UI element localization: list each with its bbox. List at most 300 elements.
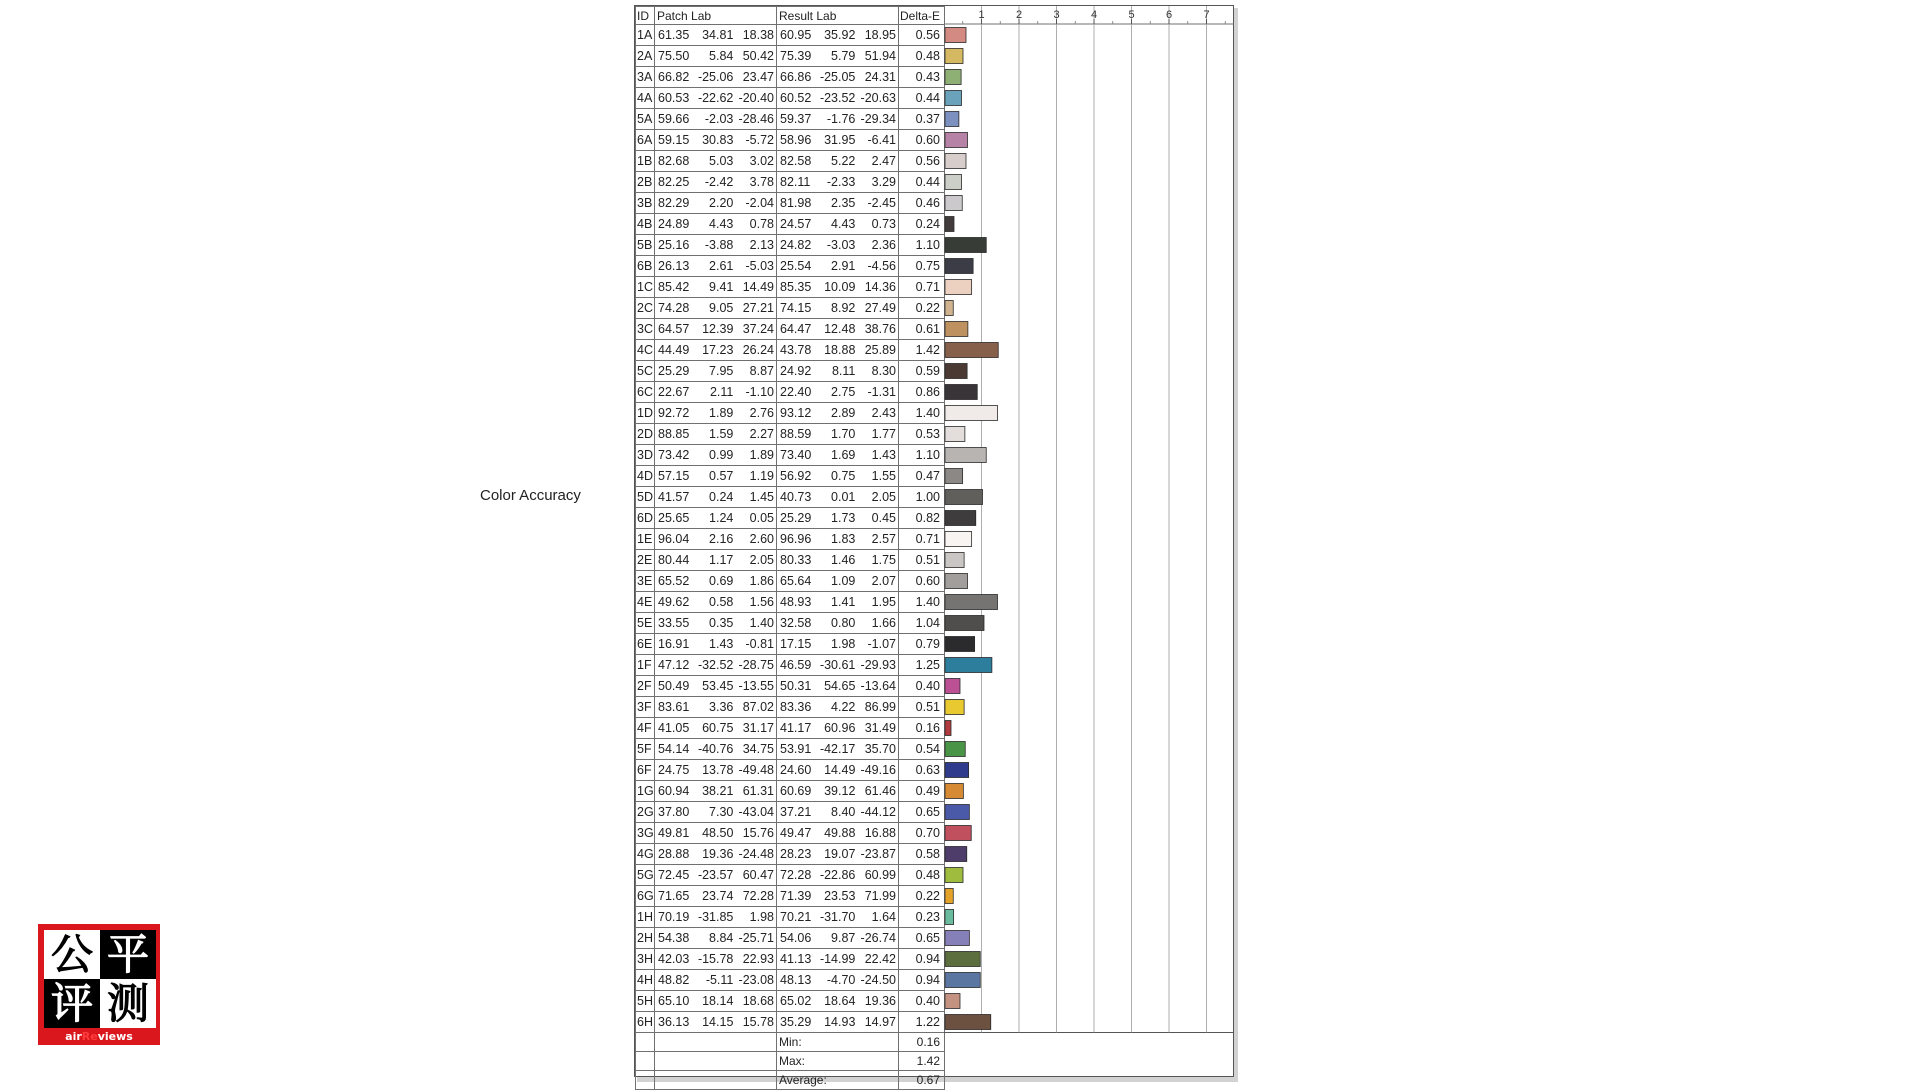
lab-a: 4.43: [709, 216, 734, 231]
row-result-lab: [777, 172, 899, 193]
lab-a: 12.39: [702, 321, 734, 336]
lab-b: 1.89: [749, 447, 774, 462]
lab-b: -24.48: [738, 846, 774, 861]
tick-label-7: 7: [1203, 9, 1210, 21]
lab-l: 65.02: [780, 993, 812, 1008]
row-id: 4H: [636, 970, 655, 991]
bar-5E: [945, 616, 984, 631]
bar-2H: [945, 931, 969, 946]
logo-tagline-a: air: [65, 1030, 82, 1043]
lab-b: 1.40: [749, 615, 774, 630]
row-delta-e: 0.63: [899, 760, 945, 781]
lab-b: -6.41: [867, 132, 896, 147]
lab-triple: [777, 719, 898, 738]
lab-b: -26.74: [860, 930, 896, 945]
row-result-lab: [777, 928, 899, 949]
row-patch-lab: [655, 403, 777, 424]
table-row: [636, 865, 945, 886]
lab-a: 49.88: [824, 825, 856, 840]
table-row: [636, 487, 945, 508]
tick-label-1: 1: [978, 9, 985, 21]
row-id: 5F: [636, 739, 655, 760]
row-result-lab: [777, 676, 899, 697]
lab-triple: [655, 908, 776, 927]
lab-b: 3.78: [749, 174, 774, 189]
row-patch-lab: [655, 424, 777, 445]
row-result-lab: [777, 991, 899, 1012]
row-delta-e: 0.48: [899, 46, 945, 67]
lab-b: 60.47: [742, 867, 774, 882]
lab-a: 14.15: [702, 1014, 734, 1029]
lab-a: -15.78: [697, 951, 734, 966]
lab-l: 16.91: [658, 636, 690, 651]
lab-l: 82.25: [658, 174, 690, 189]
lab-a: -30.61: [819, 657, 856, 672]
tick-label-3: 3: [1053, 9, 1060, 21]
row-id: 1A: [636, 25, 655, 46]
lab-l: 53.91: [780, 741, 812, 756]
lab-a: 14.93: [824, 1014, 856, 1029]
lab-a: 1.43: [709, 636, 734, 651]
row-id: 5D: [636, 487, 655, 508]
lab-triple: [777, 824, 898, 843]
lab-l: 85.35: [780, 279, 812, 294]
table-row: [636, 949, 945, 970]
lab-l: 24.75: [658, 762, 690, 777]
row-result-lab: [777, 508, 899, 529]
row-patch-lab: [655, 88, 777, 109]
bar-1E: [945, 532, 972, 547]
lab-b: -1.07: [867, 636, 896, 651]
lab-b: -28.75: [738, 657, 774, 672]
lab-a: 53.45: [702, 678, 734, 693]
lab-a: 23.53: [824, 888, 856, 903]
lab-triple: [777, 278, 898, 297]
table-row: [636, 676, 945, 697]
logo-tagline-b: views: [97, 1030, 133, 1043]
lab-l: 58.96: [780, 132, 812, 147]
summary-value: 0.16: [899, 1033, 945, 1052]
lab-a: 1.17: [709, 552, 734, 567]
lab-b: 2.60: [749, 531, 774, 546]
lab-l: 25.29: [780, 510, 812, 525]
row-result-lab: [777, 214, 899, 235]
row-id: 3D: [636, 445, 655, 466]
row-patch-lab: [655, 1012, 777, 1033]
lab-l: 81.98: [780, 195, 812, 210]
lab-b: 0.05: [749, 510, 774, 525]
lab-a: 1.41: [831, 594, 856, 609]
lab-triple: [655, 656, 776, 675]
lab-a: 0.58: [709, 594, 734, 609]
lab-l: 49.81: [658, 825, 690, 840]
summary-value: 1.42: [899, 1052, 945, 1071]
lab-l: 83.61: [658, 699, 690, 714]
row-id: 6B: [636, 256, 655, 277]
row-delta-e: 0.37: [899, 109, 945, 130]
lab-a: 1.73: [831, 510, 856, 525]
lab-triple: [777, 320, 898, 339]
bar-6C: [945, 385, 977, 400]
row-patch-lab: [655, 529, 777, 550]
bar-1F: [945, 658, 992, 673]
lab-l: 85.42: [658, 279, 690, 294]
row-delta-e: 1.10: [899, 235, 945, 256]
lab-b: 1.56: [749, 594, 774, 609]
table-row: [636, 382, 945, 403]
lab-a: 0.75: [831, 468, 856, 483]
row-result-lab: [777, 340, 899, 361]
lab-triple: [655, 887, 776, 906]
lab-b: 8.87: [749, 363, 774, 378]
row-patch-lab: [655, 277, 777, 298]
lab-l: 72.28: [780, 867, 812, 882]
row-delta-e: 1.40: [899, 403, 945, 424]
bar-3H: [945, 952, 980, 967]
row-patch-lab: [655, 151, 777, 172]
table-row: [636, 403, 945, 424]
row-delta-e: 0.47: [899, 466, 945, 487]
lab-a: 7.95: [709, 363, 734, 378]
lab-l: 66.82: [658, 69, 690, 84]
summary-value: 0.67: [899, 1071, 945, 1090]
row-result-lab: [777, 760, 899, 781]
lab-triple: [777, 908, 898, 927]
lab-l: 82.11: [780, 174, 811, 189]
lab-l: 61.35: [658, 27, 690, 42]
lab-a: 2.11: [709, 384, 734, 399]
lab-triple: [777, 467, 898, 486]
row-delta-e: 0.82: [899, 508, 945, 529]
lab-b: -1.10: [745, 384, 774, 399]
lab-b: 2.76: [749, 405, 774, 420]
lab-triple: [655, 341, 776, 360]
row-delta-e: 0.71: [899, 277, 945, 298]
row-patch-lab: [655, 508, 777, 529]
lab-a: 5.22: [831, 153, 856, 168]
lab-triple: [777, 803, 898, 822]
lab-triple: [655, 131, 776, 150]
lab-l: 48.13: [780, 972, 812, 987]
lab-l: 24.89: [658, 216, 690, 231]
row-id: 1C: [636, 277, 655, 298]
lab-triple: [777, 68, 898, 87]
lab-a: 0.57: [709, 468, 734, 483]
lab-l: 82.29: [658, 195, 690, 210]
lab-triple: [655, 236, 776, 255]
lab-l: 37.21: [780, 804, 812, 819]
row-delta-e: 0.75: [899, 256, 945, 277]
row-patch-lab: [655, 361, 777, 382]
table-row: [636, 781, 945, 802]
row-result-lab: [777, 403, 899, 424]
lab-a: 13.78: [702, 762, 734, 777]
row-id: 3H: [636, 949, 655, 970]
lab-a: -3.88: [704, 237, 734, 252]
lab-a: -2.42: [704, 174, 734, 189]
lab-a: 8.92: [831, 300, 856, 315]
row-id: 1B: [636, 151, 655, 172]
table-row: [636, 1012, 945, 1033]
lab-triple: [655, 992, 776, 1011]
lab-triple: [655, 1013, 776, 1032]
row-result-lab: [777, 550, 899, 571]
bar-6D: [945, 511, 976, 526]
lab-b: 27.21: [742, 300, 774, 315]
bar-1C: [945, 280, 972, 295]
row-delta-e: 0.51: [899, 697, 945, 718]
row-patch-lab: [655, 592, 777, 613]
lab-b: 18.38: [742, 27, 774, 42]
lab-b: 2.43: [871, 405, 896, 420]
lab-b: 31.49: [864, 720, 896, 735]
summary-row: [636, 1071, 945, 1090]
lab-triple: [655, 47, 776, 66]
row-delta-e: 0.70: [899, 823, 945, 844]
row-delta-e: 1.04: [899, 613, 945, 634]
summary-row: [636, 1033, 945, 1052]
row-delta-e: 0.71: [899, 529, 945, 550]
lab-a: 3.36: [709, 699, 734, 714]
row-id: 2E: [636, 550, 655, 571]
row-id: 5C: [636, 361, 655, 382]
lab-b: 18.68: [742, 993, 774, 1008]
lab-a: 31.95: [824, 132, 856, 147]
delta-e-report: [634, 5, 1237, 1087]
bar-6G: [945, 889, 953, 904]
lab-a: -1.76: [826, 111, 856, 126]
lab-triple: [777, 740, 898, 759]
row-delta-e: 1.25: [899, 655, 945, 676]
lab-b: 35.70: [864, 741, 896, 756]
lab-l: 33.55: [658, 615, 690, 630]
row-id: 4C: [636, 340, 655, 361]
lab-b: 1.86: [749, 573, 774, 588]
row-patch-lab: [655, 193, 777, 214]
row-id: 6C: [636, 382, 655, 403]
lab-l: 24.92: [780, 363, 812, 378]
row-id: 2B: [636, 172, 655, 193]
lab-a: 7.30: [709, 804, 734, 819]
lab-l: 75.39: [780, 48, 812, 63]
row-delta-e: 0.24: [899, 214, 945, 235]
lab-triple: [777, 110, 898, 129]
row-delta-e: 0.48: [899, 865, 945, 886]
lab-triple: [777, 47, 898, 66]
bar-2E: [945, 553, 964, 568]
row-patch-lab: [655, 802, 777, 823]
bar-6F: [945, 763, 969, 778]
lab-l: 44.49: [658, 342, 690, 357]
bar-6A: [945, 133, 968, 148]
lab-b: 34.75: [742, 741, 774, 756]
lab-triple: [655, 761, 776, 780]
row-delta-e: 0.51: [899, 550, 945, 571]
lab-l: 59.15: [658, 132, 690, 147]
row-patch-lab: [655, 298, 777, 319]
lab-triple: [777, 173, 898, 192]
row-id: 3F: [636, 697, 655, 718]
row-id: 2H: [636, 928, 655, 949]
row-delta-e: 0.44: [899, 172, 945, 193]
table-row: [636, 907, 945, 928]
row-delta-e: 0.79: [899, 634, 945, 655]
lab-a: 1.83: [831, 531, 856, 546]
lab-a: 10.09: [824, 279, 856, 294]
lab-l: 46.59: [780, 657, 812, 672]
row-patch-lab: [655, 949, 777, 970]
lab-b: 2.13: [749, 237, 774, 252]
row-delta-e: 0.65: [899, 928, 945, 949]
lab-l: 49.62: [658, 594, 690, 609]
lab-b: -20.40: [738, 90, 774, 105]
row-delta-e: 0.65: [899, 802, 945, 823]
row-patch-lab: [655, 130, 777, 151]
lab-a: 2.91: [831, 258, 856, 273]
bar-6E: [945, 637, 975, 652]
row-patch-lab: [655, 634, 777, 655]
lab-triple: [777, 698, 898, 717]
lab-triple: [655, 488, 776, 507]
lab-a: 30.83: [702, 132, 734, 147]
summary-blank: [636, 1052, 655, 1071]
row-patch-lab: [655, 214, 777, 235]
lab-b: -5.03: [745, 258, 774, 273]
bar-2B: [945, 175, 962, 190]
row-id: 2G: [636, 802, 655, 823]
lab-b: -29.34: [860, 111, 896, 126]
lab-l: 28.88: [658, 846, 690, 861]
lab-a: 1.89: [709, 405, 734, 420]
lab-triple: [777, 929, 898, 948]
lab-l: 72.45: [658, 867, 690, 882]
lab-l: 92.72: [658, 405, 690, 420]
lab-l: 43.78: [780, 342, 812, 357]
row-id: 1E: [636, 529, 655, 550]
row-delta-e: 0.59: [899, 361, 945, 382]
lab-l: 28.23: [780, 846, 812, 861]
lab-l: 60.53: [658, 90, 690, 105]
table-row: [636, 571, 945, 592]
row-result-lab: [777, 802, 899, 823]
lab-b: 0.73: [871, 216, 896, 231]
row-result-lab: [777, 361, 899, 382]
lab-a: 1.70: [831, 426, 856, 441]
lab-a: 34.81: [702, 27, 734, 42]
lab-a: 9.87: [831, 930, 856, 945]
lab-b: 60.99: [864, 867, 896, 882]
lab-triple: [777, 341, 898, 360]
lab-triple: [777, 782, 898, 801]
table-row: [636, 214, 945, 235]
lab-a: 14.49: [824, 762, 856, 777]
table-row: [636, 844, 945, 865]
bar-2G: [945, 805, 969, 820]
lab-triple: [655, 152, 776, 171]
bar-3F: [945, 700, 964, 715]
row-result-lab: [777, 718, 899, 739]
bar-5H: [945, 994, 960, 1009]
row-id: 6D: [636, 508, 655, 529]
lab-l: 80.44: [658, 552, 690, 567]
logo-char-4: 测: [100, 979, 156, 1028]
row-id: 6H: [636, 1012, 655, 1033]
bar-5D: [945, 490, 983, 505]
lab-b: -5.72: [745, 132, 774, 147]
lab-b: -0.81: [745, 636, 774, 651]
bar-2A: [945, 49, 963, 64]
table-row: [636, 424, 945, 445]
lab-triple: [777, 152, 898, 171]
table-row: [636, 550, 945, 571]
lab-l: 25.65: [658, 510, 690, 525]
row-patch-lab: [655, 319, 777, 340]
row-patch-lab: [655, 550, 777, 571]
row-result-lab: [777, 130, 899, 151]
lab-l: 17.15: [780, 636, 812, 651]
row-patch-lab: [655, 697, 777, 718]
lab-b: 24.31: [864, 69, 896, 84]
bar-2F: [945, 679, 960, 694]
lab-b: 27.49: [864, 300, 896, 315]
lab-a: -5.11: [705, 972, 734, 987]
lab-a: 19.36: [702, 846, 734, 861]
lab-l: 80.33: [780, 552, 812, 567]
header-id: ID: [636, 7, 655, 25]
lab-l: 35.29: [780, 1014, 812, 1029]
row-delta-e: 0.94: [899, 949, 945, 970]
bar-6B: [945, 259, 973, 274]
row-delta-e: 0.54: [899, 739, 945, 760]
lab-triple: [777, 404, 898, 423]
tick-label-4: 4: [1090, 9, 1098, 21]
row-patch-lab: [655, 844, 777, 865]
lab-a: 8.40: [831, 804, 856, 819]
lab-a: 5.03: [709, 153, 734, 168]
lab-triple: [777, 971, 898, 990]
row-delta-e: 0.60: [899, 130, 945, 151]
row-delta-e: 0.22: [899, 886, 945, 907]
lab-b: -4.56: [867, 258, 896, 273]
row-result-lab: [777, 613, 899, 634]
row-patch-lab: [655, 487, 777, 508]
lab-l: 56.92: [780, 468, 812, 483]
fair-reviews-logo: [38, 924, 160, 1045]
row-result-lab: [777, 424, 899, 445]
lab-l: 32.58: [780, 615, 812, 630]
row-patch-lab: [655, 991, 777, 1012]
bar-3E: [945, 574, 968, 589]
lab-triple: [655, 740, 776, 759]
row-result-lab: [777, 592, 899, 613]
row-patch-lab: [655, 865, 777, 886]
lab-b: 37.24: [742, 321, 774, 336]
bar-3D: [945, 448, 986, 463]
lab-l: 96.96: [780, 531, 812, 546]
logo-char-1: 公: [44, 930, 100, 979]
tick-label-5: 5: [1128, 9, 1135, 21]
lab-triple: [655, 593, 776, 612]
lab-l: 83.36: [780, 699, 812, 714]
row-result-lab: [777, 1012, 899, 1033]
lab-a: 18.88: [824, 342, 856, 357]
lab-b: -2.04: [745, 195, 774, 210]
table-row: [636, 928, 945, 949]
lab-b: 14.97: [864, 1014, 896, 1029]
lab-table: [635, 6, 945, 1090]
lab-triple: [655, 278, 776, 297]
row-result-lab: [777, 445, 899, 466]
